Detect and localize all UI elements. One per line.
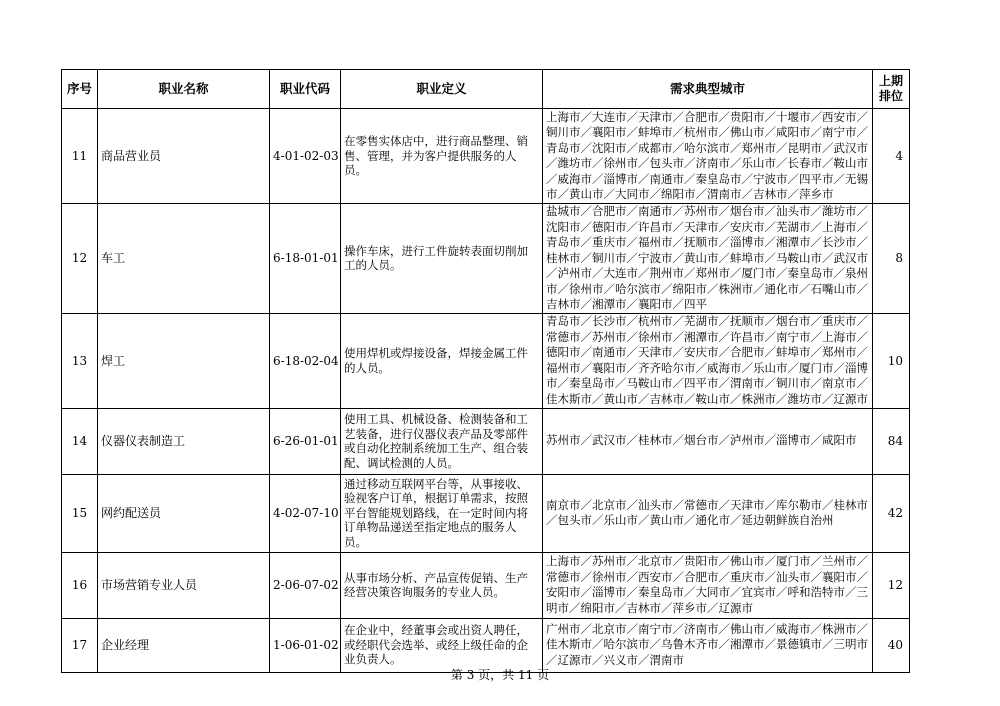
- row-definition: 通过移动互联网平台等，从事接收、验视客户订单，根据订单需求，按照平台智能规划路线，在一定时间内将订单物品递送至指定地点的服务人员。: [341, 474, 543, 552]
- table-row: [62, 204, 910, 314]
- row-cities: 南京市／北京市／汕头市／常德市／天津市／库尔勒市／桂林市／包头市／乐山市／黄山市／通化市／延边朝鲜族自治州: [543, 474, 873, 552]
- row-prev-rank: 8: [873, 204, 910, 314]
- row-cities: 苏州市／武汉市／桂林市／烟台市／泸州市／淄博市／咸阳市: [543, 408, 873, 474]
- row-occupation-code: 2-06-07-02: [270, 552, 341, 618]
- header-seq: 序号: [62, 70, 98, 109]
- row-prev-rank: 12: [873, 552, 910, 618]
- row-definition: 使用工具、机械设备、检测装备和工艺装备，进行仪器仪表产品及零部件或自动化控制系统加工生产、组合装配、调试检测的人员。: [341, 408, 543, 474]
- row-occupation-name: 车工: [98, 204, 270, 314]
- header-prev-rank: 上期排位: [873, 70, 910, 109]
- row-occupation-name: 企业经理: [98, 618, 270, 672]
- table-row: [62, 408, 910, 474]
- row-cities: 青岛市／长沙市／杭州市／芜湖市／抚顺市／烟台市／重庆市／常德市／苏州市／徐州市／湘潭市／许昌市／南宁市／上海市／德阳市／南通市／天津市／安庆市／合肥市／蚌埠市／郑州市／福州市／襄阳市／齐齐哈尔市／威海市／乐山市／厦门市／淄博市／秦皇岛市／马鞍山市／四平市／渭南市／铜川市／南京市／佳木斯市／黄山市／吉林市／鞍山市／株洲市／潍坊市／辽源市: [543, 313, 873, 408]
- row-occupation-name: 网约配送员: [98, 474, 270, 552]
- row-occupation-name: 市场营销专业人员: [98, 552, 270, 618]
- row-occupation-name: 仪器仪表制造工: [98, 408, 270, 474]
- row-seq: 16: [62, 552, 98, 618]
- row-occupation-code: 4-02-07-10: [270, 474, 341, 552]
- row-seq: 15: [62, 474, 98, 552]
- row-definition: 从事市场分析、产品宣传促销、生产经营决策咨询服务的专业人员。: [341, 552, 543, 618]
- row-seq: 14: [62, 408, 98, 474]
- row-seq: 12: [62, 204, 98, 314]
- row-definition: 在企业中，经董事会或出资人聘任，或经职代会选举、或经上级任命的企业负责人。: [341, 618, 543, 672]
- row-cities: 广州市／北京市／南宁市／济南市／佛山市／威海市／株洲市／佳木斯市／哈尔滨市／乌鲁木齐市／湘潭市／景德镇市／三明市／辽源市／兴义市／渭南市: [543, 618, 873, 672]
- row-definition: 操作车床，进行工件旋转表面切削加工的人员。: [341, 204, 543, 314]
- row-cities: 上海市／大连市／天津市／合肥市／贵阳市／十堰市／西安市／铜川市／襄阳市／蚌埠市／杭州市／佛山市／咸阳市／南宁市／青岛市／沈阳市／成都市／哈尔滨市／郑州市／昆明市／武汉市／潍坊市／徐州市／包头市／济南市／乐山市／长春市／鞍山市／威海市／淄博市／南通市／秦皇岛市／宁波市／四平市／无锡市／黄山市／大同市／绵阳市／渭南市／吉林市／萍乡市: [543, 109, 873, 204]
- table-row: [62, 313, 910, 408]
- table-row: [62, 474, 910, 552]
- row-cities: 上海市／苏州市／北京市／贵阳市／佛山市／厦门市／兰州市／常德市／徐州市／西安市／合肥市／重庆市／汕头市／襄阳市／安阳市／淄博市／秦皇岛市／大同市／宜宾市／呼和浩特市／三明市／绵阳市／吉林市／萍乡市／辽源市: [543, 552, 873, 618]
- row-occupation-code: 4-01-02-03: [270, 109, 341, 204]
- row-seq: 11: [62, 109, 98, 204]
- table-row: [62, 109, 910, 204]
- page-footer: 第 3 页，共 11 页: [450, 668, 550, 682]
- row-occupation-name: 焊工: [98, 313, 270, 408]
- row-definition: 在零售实体店中，进行商品整理、销售、管理，并为客户提供服务的人员。: [341, 109, 543, 204]
- table-row: [62, 618, 910, 672]
- header-name: 职业名称: [98, 70, 270, 109]
- row-prev-rank: 10: [873, 313, 910, 408]
- header-definition: 职业定义: [341, 70, 543, 109]
- row-cities: 盐城市／合肥市／南通市／苏州市／烟台市／汕头市／潍坊市／沈阳市／德阳市／许昌市／天津市／安庆市／芜湖市／上海市／青岛市／重庆市／福州市／抚顺市／淄博市／湘潭市／长沙市／桂林市／铜川市／宁波市／黄山市／蚌埠市／马鞍山市／武汉市／泸州市／大连市／荆州市／郑州市／厦门市／秦皇岛市／泉州市／徐州市／哈尔滨市／绵阳市／株洲市／通化市／石嘴山市／吉林市／湘潭市／襄阳市／四平: [543, 204, 873, 314]
- row-seq: 13: [62, 313, 98, 408]
- row-seq: 17: [62, 618, 98, 672]
- row-occupation-code: 6-26-01-01: [270, 408, 341, 474]
- occupation-table: [61, 69, 910, 673]
- row-occupation-code: 6-18-01-01: [270, 204, 341, 314]
- row-definition: 使用焊机或焊接设备，焊接金属工件的人员。: [341, 313, 543, 408]
- header-code: 职业代码: [270, 70, 341, 109]
- row-prev-rank: 42: [873, 474, 910, 552]
- row-prev-rank: 40: [873, 618, 910, 672]
- row-occupation-code: 6-18-02-04: [270, 313, 341, 408]
- table-row: [62, 552, 910, 618]
- row-prev-rank: 84: [873, 408, 910, 474]
- row-occupation-code: 1-06-01-02: [270, 618, 341, 672]
- row-occupation-name: 商品营业员: [98, 109, 270, 204]
- header-cities: 需求典型城市: [543, 70, 873, 109]
- table-header-row: [62, 70, 910, 109]
- row-prev-rank: 4: [873, 109, 910, 204]
